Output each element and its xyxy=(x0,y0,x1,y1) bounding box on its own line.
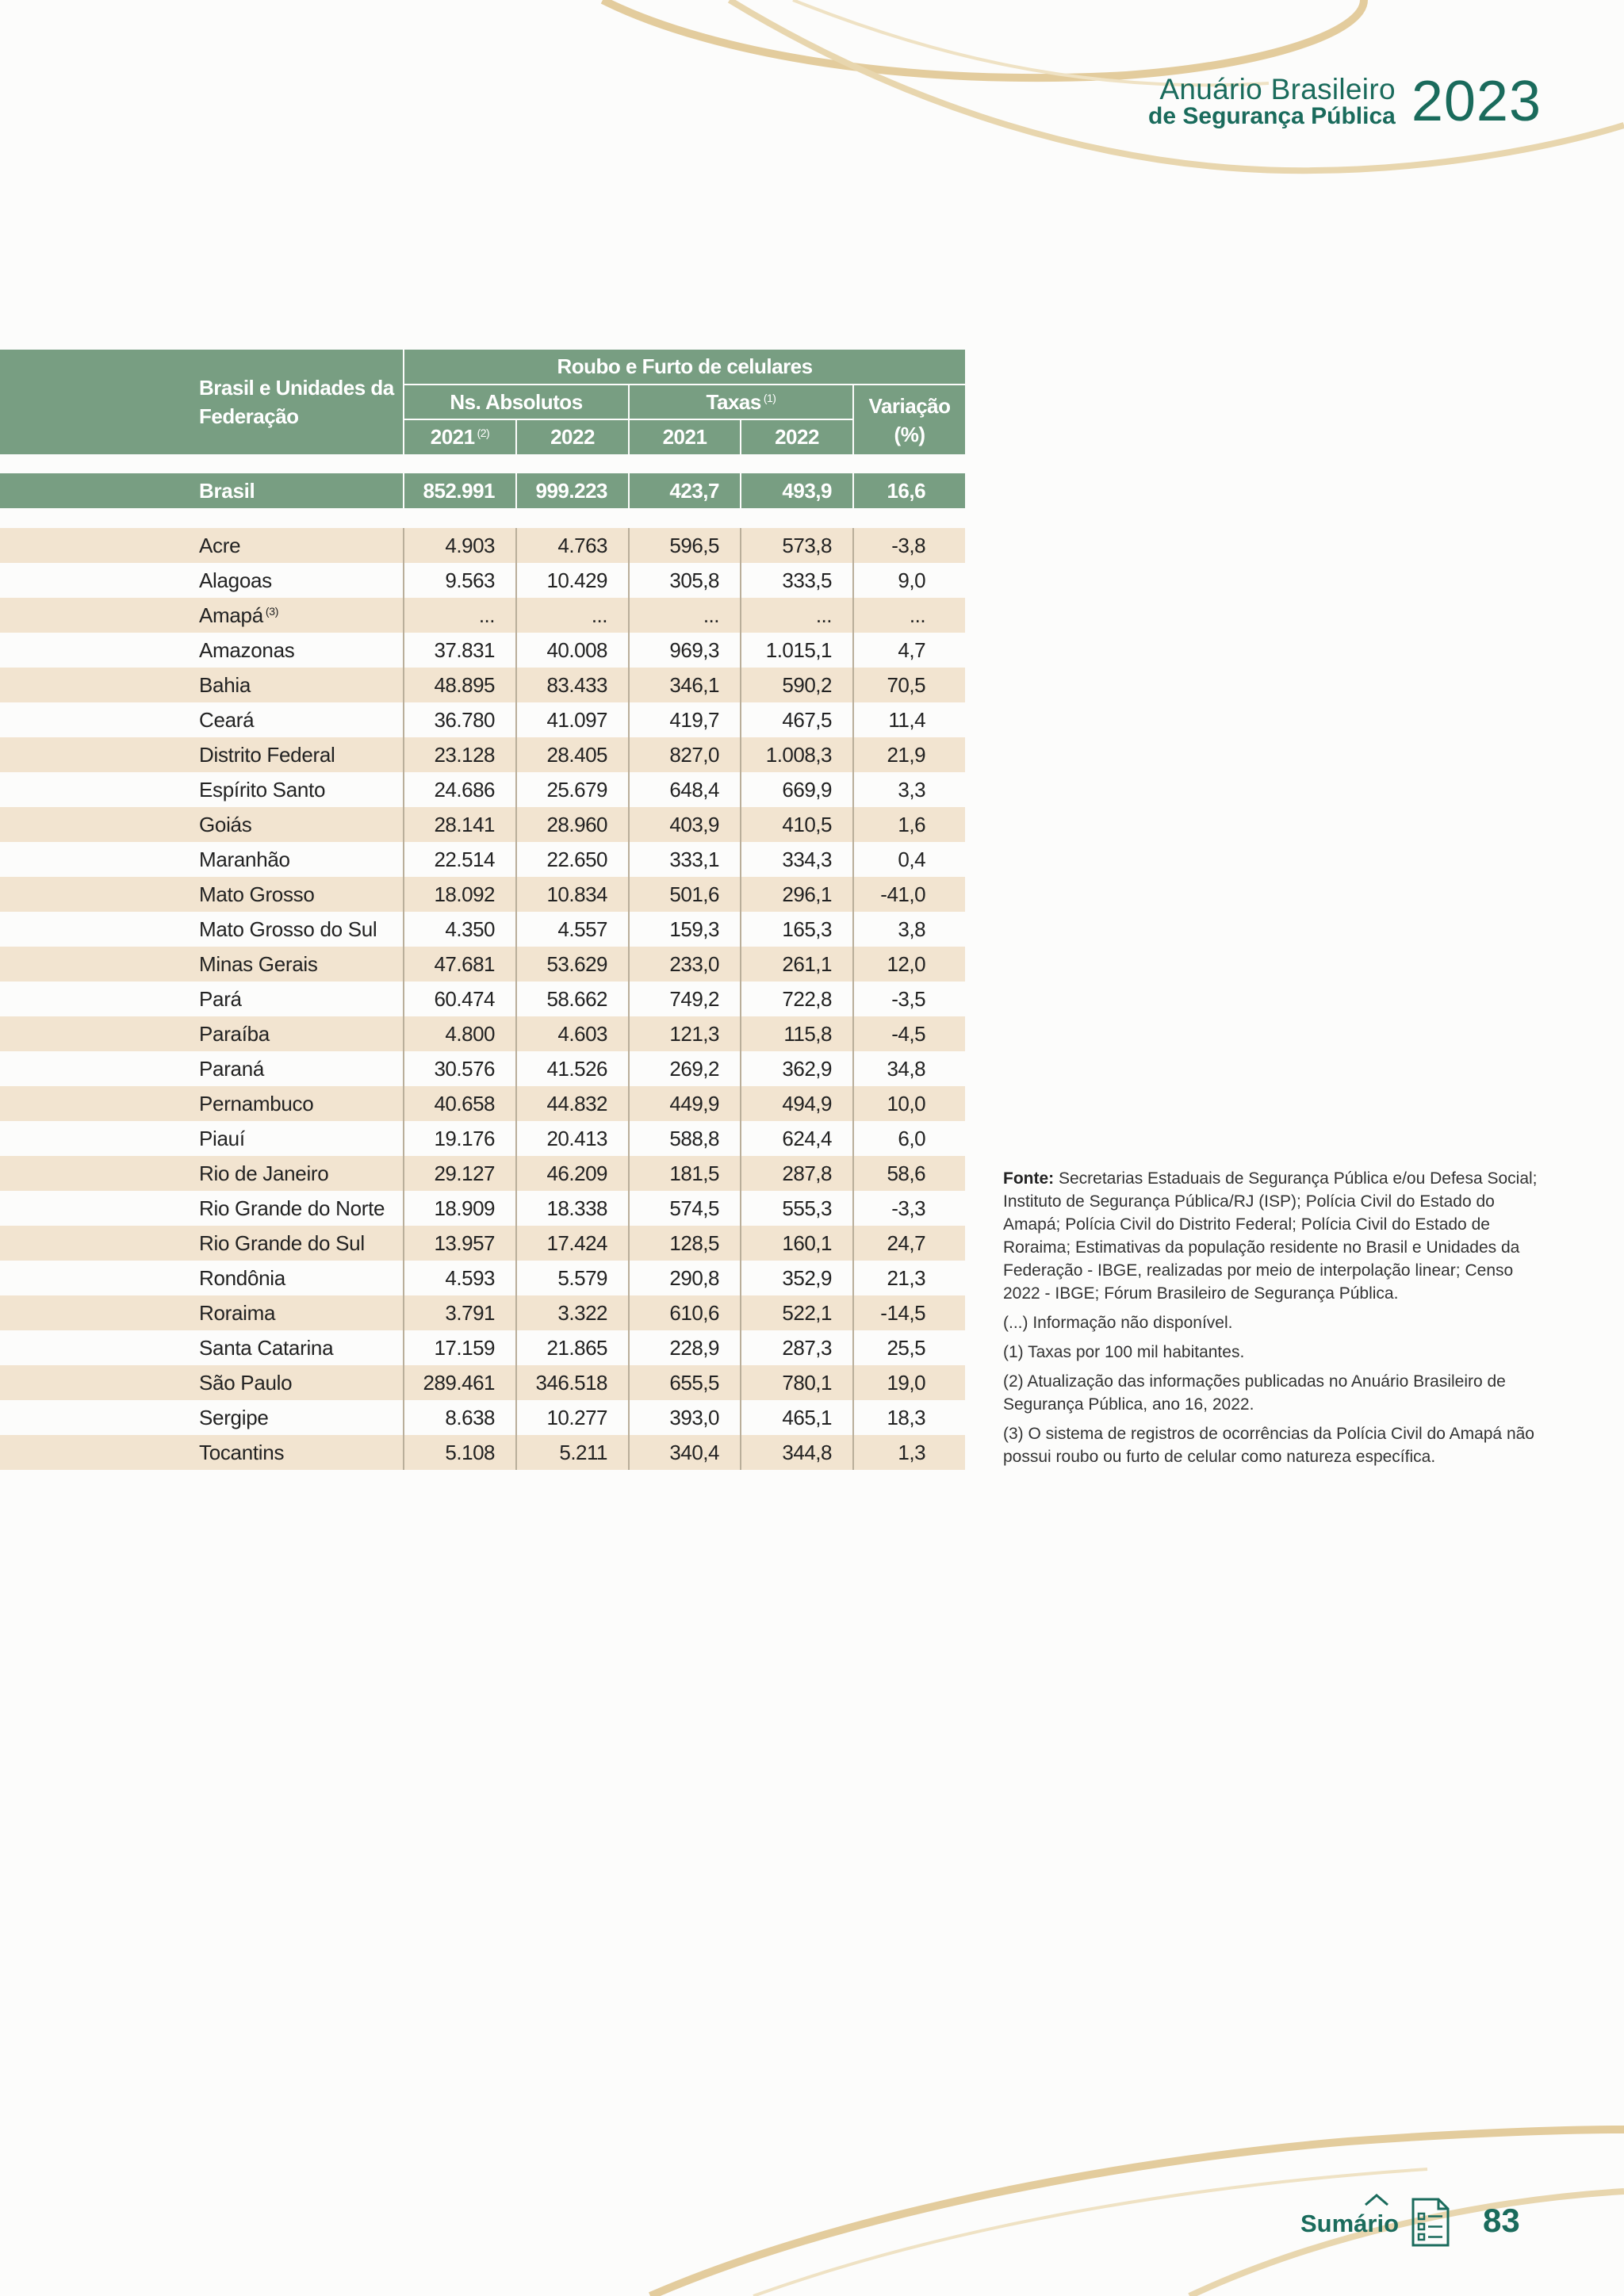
value-cell: 34,8 xyxy=(853,1051,965,1086)
state-name-label: São Paulo xyxy=(199,1370,293,1395)
state-name-label: Rio de Janeiro xyxy=(199,1161,329,1185)
state-name xyxy=(0,1261,404,1295)
state-name xyxy=(0,737,404,772)
chevron-up-icon xyxy=(1362,2192,1391,2206)
value-cell: 4.903 xyxy=(404,528,516,563)
state-name-label: Distrito Federal xyxy=(199,742,335,767)
state-name xyxy=(0,1330,404,1365)
state-name-label: Amazonas xyxy=(199,637,295,662)
state-name-label: Maranhão xyxy=(199,847,290,871)
value-cell: 159,3 xyxy=(629,912,741,947)
table-notes xyxy=(1003,1167,1550,1475)
page-number: 83 xyxy=(1483,2202,1520,2239)
value-cell: 10.429 xyxy=(516,563,629,598)
value-cell: 610,6 xyxy=(629,1295,741,1330)
value-cell: 18,3 xyxy=(853,1400,965,1435)
value-cell: 334,3 xyxy=(741,842,853,877)
value-cell: 24,7 xyxy=(853,1226,965,1261)
value-cell: -41,0 xyxy=(853,877,965,912)
year-header: 2022 xyxy=(516,419,629,454)
value-cell: 362,9 xyxy=(741,1051,853,1086)
total-cell: 423,7 xyxy=(629,473,741,508)
value-cell: 4.603 xyxy=(516,1016,629,1051)
value-cell: 4.350 xyxy=(404,912,516,947)
state-name-label: Alagoas xyxy=(199,568,272,592)
table-row xyxy=(0,668,965,702)
value-cell: 780,1 xyxy=(741,1365,853,1400)
total-cell: 852.991 xyxy=(404,473,516,508)
state-name-label: Paraná xyxy=(199,1056,265,1081)
value-cell: 5.108 xyxy=(404,1435,516,1470)
state-name xyxy=(0,1156,404,1191)
value-cell: 655,5 xyxy=(629,1365,741,1400)
value-cell: 46.209 xyxy=(516,1156,629,1191)
value-cell: 722,8 xyxy=(741,982,853,1016)
value-cell: 4.593 xyxy=(404,1261,516,1295)
value-cell: 165,3 xyxy=(741,912,853,947)
state-name xyxy=(0,1226,404,1261)
subheader-absolutos: Ns. Absolutos xyxy=(404,385,629,419)
value-cell: 22.514 xyxy=(404,842,516,877)
year-header: 2022 xyxy=(741,419,853,454)
state-name-label: Sergipe xyxy=(199,1405,269,1429)
subheader-taxas-label: Taxas xyxy=(706,389,761,414)
table-row xyxy=(0,982,965,1016)
value-cell: -3,5 xyxy=(853,982,965,1016)
value-cell: 13.957 xyxy=(404,1226,516,1261)
value-cell: 17.159 xyxy=(404,1330,516,1365)
state-name-label: Mato Grosso do Sul xyxy=(199,916,377,941)
value-cell: -3,3 xyxy=(853,1191,965,1226)
subheader-variacao xyxy=(853,385,965,454)
value-cell: 5.579 xyxy=(516,1261,629,1295)
state-name xyxy=(0,702,404,737)
state-name xyxy=(0,807,404,842)
footnote-marker: (3) xyxy=(265,604,279,618)
total-cell: 999.223 xyxy=(516,473,629,508)
footnote: (2) Atualização das informações publicadas no Anuário Brasileiro de Segurança Pública, ano 16, 2022. xyxy=(1003,1372,1506,1414)
value-cell: 44.832 xyxy=(516,1086,629,1121)
value-cell: 233,0 xyxy=(629,947,741,982)
value-cell: 340,4 xyxy=(629,1435,741,1470)
value-cell: 18.909 xyxy=(404,1191,516,1226)
table-row xyxy=(0,528,965,563)
table-row xyxy=(0,1435,965,1470)
table-row xyxy=(0,633,965,668)
state-name xyxy=(0,668,404,702)
state-name xyxy=(0,772,404,807)
table-row xyxy=(0,1400,965,1435)
state-name-label: Santa Catarina xyxy=(199,1335,334,1360)
value-cell: ... xyxy=(741,598,853,633)
source-note xyxy=(1003,1167,1550,1305)
value-cell: 3.791 xyxy=(404,1295,516,1330)
variacao-line-2: (%) xyxy=(894,422,925,446)
value-cell: 83.433 xyxy=(516,668,629,702)
value-cell: 1,6 xyxy=(853,807,965,842)
value-cell: 6,0 xyxy=(853,1121,965,1156)
value-cell: 287,3 xyxy=(741,1330,853,1365)
state-name-label: Minas Gerais xyxy=(199,951,318,976)
value-cell: 58.662 xyxy=(516,982,629,1016)
table-row xyxy=(0,1051,965,1086)
value-cell: 19,0 xyxy=(853,1365,965,1400)
state-name-label: Paraíba xyxy=(199,1021,270,1046)
value-cell: 393,0 xyxy=(629,1400,741,1435)
value-cell: 0,4 xyxy=(853,842,965,877)
value-cell: 21,9 xyxy=(853,737,965,772)
value-cell: 1.008,3 xyxy=(741,737,853,772)
value-cell: 352,9 xyxy=(741,1261,853,1295)
value-cell: 522,1 xyxy=(741,1295,853,1330)
value-cell: 287,8 xyxy=(741,1156,853,1191)
table-row xyxy=(0,737,965,772)
value-cell: 261,1 xyxy=(741,947,853,982)
value-cell: 449,9 xyxy=(629,1086,741,1121)
value-cell: 10.277 xyxy=(516,1400,629,1435)
value-cell: 10,0 xyxy=(853,1086,965,1121)
value-cell: 5.211 xyxy=(516,1435,629,1470)
value-cell: 749,2 xyxy=(629,982,741,1016)
state-name xyxy=(0,1365,404,1400)
value-cell: 4.557 xyxy=(516,912,629,947)
value-cell: 160,1 xyxy=(741,1226,853,1261)
table-row xyxy=(0,1086,965,1121)
value-cell: 128,5 xyxy=(629,1226,741,1261)
value-cell: 47.681 xyxy=(404,947,516,982)
value-cell: 9,0 xyxy=(853,563,965,598)
value-cell: 29.127 xyxy=(404,1156,516,1191)
value-cell: 22.650 xyxy=(516,842,629,877)
group-header: Roubo e Furto de celulares xyxy=(404,350,965,385)
value-cell: 12,0 xyxy=(853,947,965,982)
value-cell: 3,8 xyxy=(853,912,965,947)
year-header-label: 2021 xyxy=(430,425,475,449)
publication-brand xyxy=(1148,70,1542,133)
state-name-label: Roraima xyxy=(199,1300,276,1325)
table-row xyxy=(0,947,965,982)
value-cell: ... xyxy=(853,598,965,633)
value-cell: 624,4 xyxy=(741,1121,853,1156)
value-cell: 28.405 xyxy=(516,737,629,772)
value-cell: 28.960 xyxy=(516,807,629,842)
state-name xyxy=(0,528,404,563)
value-cell: 18.338 xyxy=(516,1191,629,1226)
state-name xyxy=(0,842,404,877)
value-cell: 588,8 xyxy=(629,1121,741,1156)
table-row xyxy=(0,807,965,842)
cellphone-theft-table xyxy=(0,350,965,1470)
table-row xyxy=(0,1016,965,1051)
value-cell: 18.092 xyxy=(404,877,516,912)
year-header: 2021 xyxy=(629,419,741,454)
year-header xyxy=(404,419,516,454)
state-name-label: Rondônia xyxy=(199,1265,285,1290)
brand-title xyxy=(1148,72,1396,129)
footnote-marker: (1) xyxy=(763,391,776,404)
value-cell: 289.461 xyxy=(404,1365,516,1400)
table-row xyxy=(0,563,965,598)
total-row xyxy=(0,473,965,508)
state-name xyxy=(0,947,404,982)
state-name-label: Tocantins xyxy=(199,1440,285,1464)
state-name-label: Piauí xyxy=(199,1126,245,1150)
value-cell: 305,8 xyxy=(629,563,741,598)
value-cell: 53.629 xyxy=(516,947,629,982)
value-cell: 21.865 xyxy=(516,1330,629,1365)
value-cell: 25.679 xyxy=(516,772,629,807)
state-name xyxy=(0,633,404,668)
value-cell: 555,3 xyxy=(741,1191,853,1226)
state-name xyxy=(0,1435,404,1470)
value-cell: 228,9 xyxy=(629,1330,741,1365)
state-name xyxy=(0,563,404,598)
table-row xyxy=(0,1261,965,1295)
state-name-label: Rio Grande do Sul xyxy=(199,1230,365,1255)
value-cell: 58,6 xyxy=(853,1156,965,1191)
state-name-label: Ceará xyxy=(199,707,255,732)
value-cell: 590,2 xyxy=(741,668,853,702)
state-name-label: Bahia xyxy=(199,672,251,697)
subheader-taxas xyxy=(629,385,853,419)
value-cell: 290,8 xyxy=(629,1261,741,1295)
value-cell: 30.576 xyxy=(404,1051,516,1086)
value-cell: 346,1 xyxy=(629,668,741,702)
source-label: Fonte: xyxy=(1003,1169,1055,1188)
value-cell: 467,5 xyxy=(741,702,853,737)
value-cell: -14,5 xyxy=(853,1295,965,1330)
total-name: Brasil xyxy=(0,473,404,508)
value-cell: ... xyxy=(629,598,741,633)
value-cell: -3,8 xyxy=(853,528,965,563)
value-cell: 344,8 xyxy=(741,1435,853,1470)
value-cell: 410,5 xyxy=(741,807,853,842)
value-cell: 36.780 xyxy=(404,702,516,737)
value-cell: 11,4 xyxy=(853,702,965,737)
value-cell: 28.141 xyxy=(404,807,516,842)
spacer-row xyxy=(0,454,965,473)
state-name-label: Acre xyxy=(199,533,241,557)
value-cell: 48.895 xyxy=(404,668,516,702)
value-cell: 969,3 xyxy=(629,633,741,668)
value-cell: 596,5 xyxy=(629,528,741,563)
state-name-label: Pernambuco xyxy=(199,1091,314,1115)
value-cell: 9.563 xyxy=(404,563,516,598)
value-cell: 1.015,1 xyxy=(741,633,853,668)
state-name-label: Amapá xyxy=(199,603,263,627)
value-cell: 333,1 xyxy=(629,842,741,877)
state-name-label: Pará xyxy=(199,986,242,1011)
value-cell: 60.474 xyxy=(404,982,516,1016)
sumario-label-wrap xyxy=(1300,2206,1399,2238)
value-cell: 70,5 xyxy=(853,668,965,702)
table-row xyxy=(0,877,965,912)
footnote: (1) Taxas por 100 mil habitantes. xyxy=(1003,1343,1245,1361)
total-cell: 493,9 xyxy=(741,473,853,508)
value-cell: 269,2 xyxy=(629,1051,741,1086)
value-cell: 333,5 xyxy=(741,563,853,598)
value-cell: 465,1 xyxy=(741,1400,853,1435)
value-cell: 574,5 xyxy=(629,1191,741,1226)
footnote: (...) Informação não disponível. xyxy=(1003,1314,1233,1332)
value-cell: 648,4 xyxy=(629,772,741,807)
value-cell: 3.322 xyxy=(516,1295,629,1330)
value-cell: -4,5 xyxy=(853,1016,965,1051)
value-cell: 8.638 xyxy=(404,1400,516,1435)
state-name-label: Rio Grande do Norte xyxy=(199,1196,385,1220)
state-name xyxy=(0,912,404,947)
brand-year: 2023 xyxy=(1411,70,1542,133)
table-row xyxy=(0,1156,965,1191)
state-name xyxy=(0,1121,404,1156)
total-cell: 16,6 xyxy=(853,473,965,508)
spacer-row xyxy=(0,508,965,528)
value-cell: 1,3 xyxy=(853,1435,965,1470)
value-cell: 10.834 xyxy=(516,877,629,912)
footnote: (3) O sistema de registros de ocorrências da Polícia Civil do Amapá não possui roubo ou furto de celular como natureza específica. xyxy=(1003,1425,1534,1466)
footnote-marker: (2) xyxy=(477,427,490,439)
table-row xyxy=(0,1121,965,1156)
state-name xyxy=(0,877,404,912)
value-cell: 573,8 xyxy=(741,528,853,563)
value-cell: 181,5 xyxy=(629,1156,741,1191)
value-cell: 501,6 xyxy=(629,877,741,912)
table-row xyxy=(0,842,965,877)
state-name xyxy=(0,1295,404,1330)
state-name-label: Espírito Santo xyxy=(199,777,326,802)
value-cell: 41.097 xyxy=(516,702,629,737)
value-cell: 403,9 xyxy=(629,807,741,842)
value-cell: 21,3 xyxy=(853,1261,965,1295)
table-row xyxy=(0,1226,965,1261)
value-cell: 827,0 xyxy=(629,737,741,772)
value-cell: 40.008 xyxy=(516,633,629,668)
value-cell: 17.424 xyxy=(516,1226,629,1261)
value-cell: 3,3 xyxy=(853,772,965,807)
state-name xyxy=(0,1400,404,1435)
value-cell: 20.413 xyxy=(516,1121,629,1156)
value-cell: 669,9 xyxy=(741,772,853,807)
table-row xyxy=(0,1295,965,1330)
sumario-label: Sumário xyxy=(1300,2210,1400,2237)
value-cell: ... xyxy=(404,598,516,633)
state-name xyxy=(0,1086,404,1121)
sumario-link[interactable] xyxy=(1300,2196,1451,2248)
state-name-label: Mato Grosso xyxy=(199,882,315,906)
brand-line-2: de Segurança Pública xyxy=(1148,102,1396,129)
table-of-contents-icon xyxy=(1410,2196,1451,2248)
value-cell: ... xyxy=(516,598,629,633)
state-name xyxy=(0,1191,404,1226)
value-cell: 4.763 xyxy=(516,528,629,563)
value-cell: 346.518 xyxy=(516,1365,629,1400)
table-row xyxy=(0,772,965,807)
value-cell: 115,8 xyxy=(741,1016,853,1051)
state-name xyxy=(0,1051,404,1086)
table-row xyxy=(0,1365,965,1400)
state-name xyxy=(0,1016,404,1051)
value-cell: 121,3 xyxy=(629,1016,741,1051)
table-row xyxy=(0,1330,965,1365)
value-cell: 19.176 xyxy=(404,1121,516,1156)
table-row xyxy=(0,598,965,633)
state-name xyxy=(0,598,404,633)
source-text: Secretarias Estaduais de Segurança Pública e/ou Defesa Social; Instituto de Segurança Pública/RJ (ISP); Polícia Civil do Estado do Amapá; Polícia Civil do Distrito Federal; Polícia Civil do Estado de Roraima; Estimativas da população residente no Brasil e Unidades da Federação - IBGE, realizadas por meio de interpolação linear; Censo 2022 - IBGE; Fórum Brasileiro de Segurança Pública. xyxy=(1003,1169,1538,1303)
value-cell: 24.686 xyxy=(404,772,516,807)
row-header: Brasil e Unidades da Federação xyxy=(0,350,404,454)
value-cell: 25,5 xyxy=(853,1330,965,1365)
value-cell: 296,1 xyxy=(741,877,853,912)
value-cell: 40.658 xyxy=(404,1086,516,1121)
value-cell: 23.128 xyxy=(404,737,516,772)
table-row xyxy=(0,702,965,737)
table-row xyxy=(0,1191,965,1226)
value-cell: 4,7 xyxy=(853,633,965,668)
value-cell: 494,9 xyxy=(741,1086,853,1121)
value-cell: 419,7 xyxy=(629,702,741,737)
value-cell: 4.800 xyxy=(404,1016,516,1051)
variacao-line-1: Variação xyxy=(868,393,951,418)
table-row xyxy=(0,912,965,947)
value-cell: 37.831 xyxy=(404,633,516,668)
state-name-label: Goiás xyxy=(199,812,252,836)
state-name xyxy=(0,982,404,1016)
brand-line-1: Anuário Brasileiro xyxy=(1159,72,1396,105)
value-cell: 41.526 xyxy=(516,1051,629,1086)
